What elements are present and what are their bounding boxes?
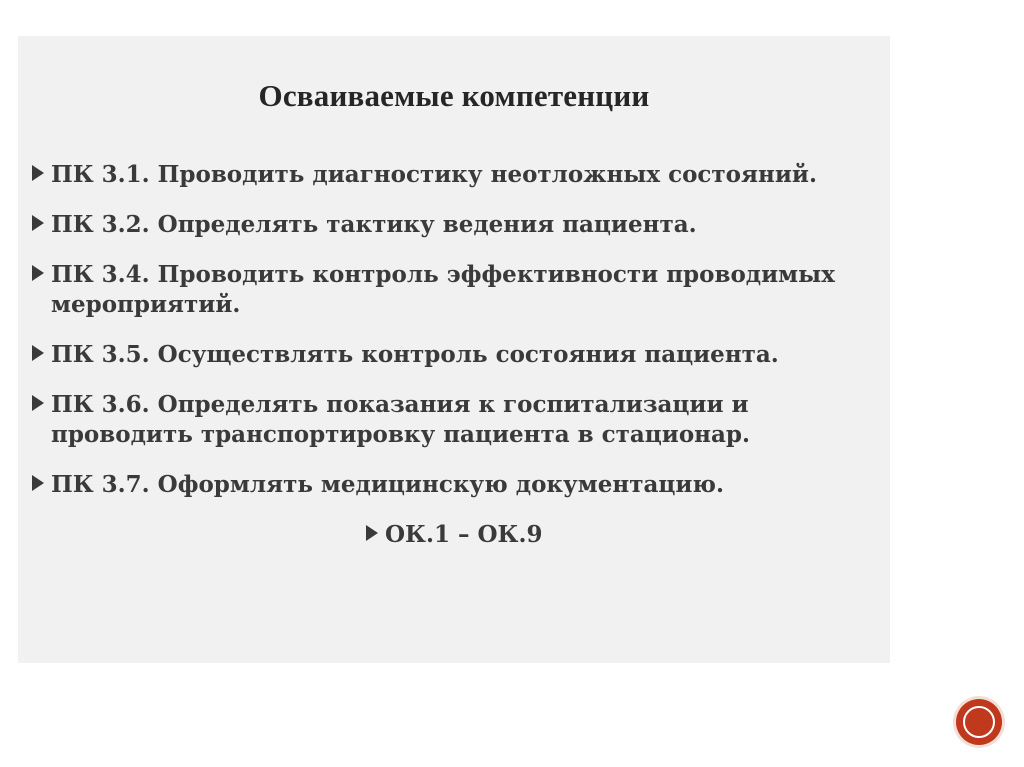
competency-list xyxy=(32,160,872,570)
list-item-text: ПК 3.2. Определять тактику ведения пациента. xyxy=(51,211,697,238)
list-item-text: ПК 3.5. Осуществлять контроль состояния пациента. xyxy=(51,341,779,368)
triangle-right-icon xyxy=(32,475,44,491)
triangle-right-icon xyxy=(32,345,44,361)
triangle-right-icon xyxy=(366,525,378,541)
list-item xyxy=(32,260,872,320)
list-item xyxy=(32,340,872,370)
list-item-text: ПК 3.6. Определять показания к госпитализации и проводить транспортировку пациента в стационар. xyxy=(51,391,751,448)
list-item xyxy=(32,210,872,240)
slide-title: Осваиваемые компетенции xyxy=(258,78,650,113)
list-item-text: ОК.1 – ОК.9 xyxy=(385,521,543,548)
circle-ring-icon xyxy=(956,699,1002,745)
list-item xyxy=(32,470,872,500)
triangle-right-icon xyxy=(32,215,44,231)
list-item-text: ПК 3.7. Оформлять медицинскую документацию. xyxy=(51,471,724,498)
list-item xyxy=(32,390,872,450)
list-item-text: ПК 3.4. Проводить контроль эффективности проводимых мероприятий. xyxy=(51,261,835,318)
list-item xyxy=(366,520,872,550)
triangle-right-icon xyxy=(32,165,44,181)
list-item-text: ПК 3.1. Проводить диагностику неотложных состояний. xyxy=(51,161,817,188)
list-item xyxy=(32,160,872,190)
content-panel xyxy=(18,36,890,663)
badge-ring xyxy=(963,706,995,738)
triangle-right-icon xyxy=(32,265,44,281)
triangle-right-icon xyxy=(32,395,44,411)
